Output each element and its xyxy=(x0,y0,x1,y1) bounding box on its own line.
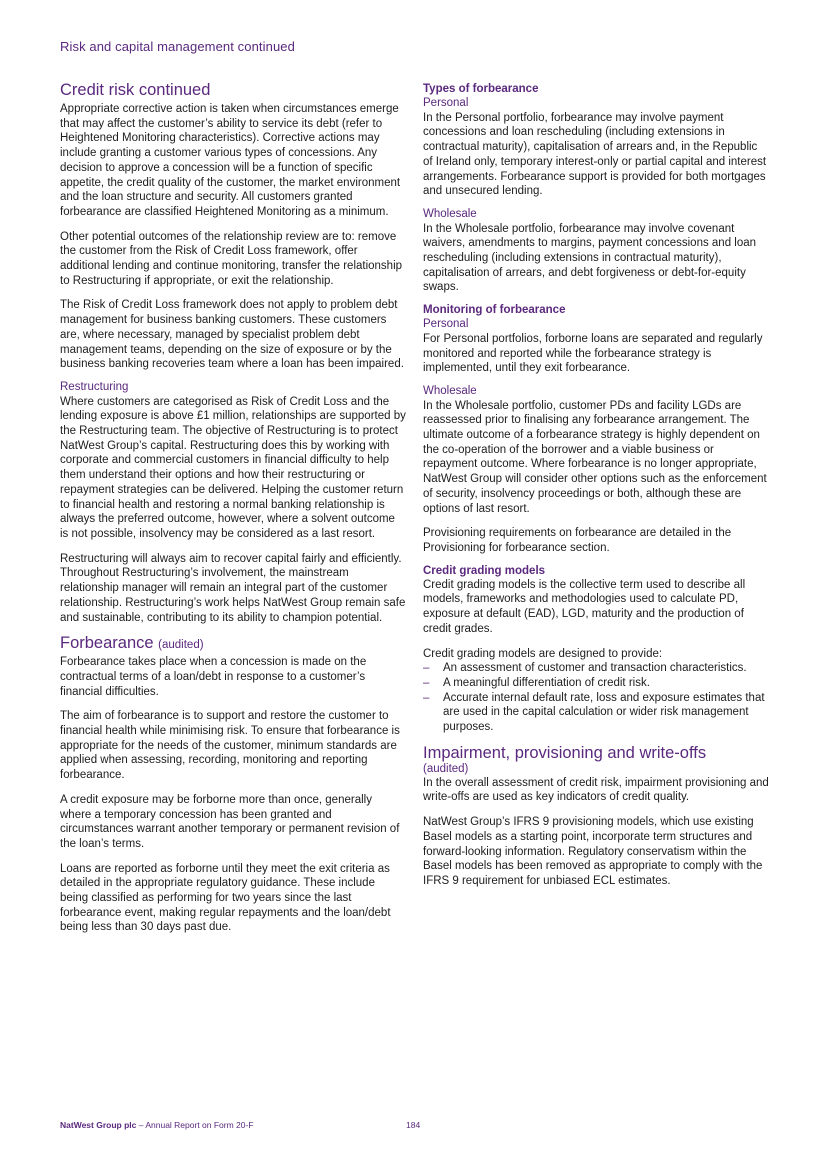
paragraph: In the Personal portfolio, forbearance may involve payment concessions and loan rescheduling (including extensions in contractual maturity), capitalisation of arrears and, in the Republic of Ireland only, temporary interest-only or partial capital and interest arrangements. Forbearance support is provided for both mortgages and unsecured lending. xyxy=(423,111,767,198)
wholesale-subheading: Wholesale xyxy=(423,384,477,397)
forbearance-heading xyxy=(60,633,406,655)
grading-bullet-list xyxy=(423,661,769,735)
forbearance-title: Forbearance xyxy=(60,634,154,653)
footer-separator: – xyxy=(136,1120,146,1130)
credit-risk-heading: Credit risk continued xyxy=(60,81,211,99)
paragraph: In the Wholesale portfolio, customer PDs and facility LGDs are reassessed prior to finalising any forbearance arrangement. The ultimate outcome of a forbearance strategy is highly dependent on the co-operation of the borrower and a viable business or repayment outcome. Where forbearance is no longer appropriate, NatWest Group will consider other options such as the enforcement of security, insolvency proceedings or both, although these are options of last resort. xyxy=(423,399,767,515)
credit-grading-models-heading: Credit grading models xyxy=(423,564,546,577)
list-item xyxy=(423,661,769,676)
types-of-forbearance-heading: Types of forbearance xyxy=(423,83,539,95)
dash-bullet-icon: – xyxy=(423,662,430,675)
dash-bullet-icon: – xyxy=(423,676,430,689)
personal-subheading: Personal xyxy=(423,318,469,331)
monitoring-of-forbearance-heading: Monitoring of forbearance xyxy=(423,304,566,317)
wholesale-subheading: Wholesale xyxy=(423,207,477,220)
audited-label: (audited) xyxy=(158,639,204,652)
paragraph: Loans are reported as forborne until they meet the exit criteria as detailed in the appropriate regulatory guidance. These include being classified as performing for two years since the last forbearance event, making regular repayments and the loan/debt being less than 30 days past due. xyxy=(60,862,391,934)
list-item-text: A meaningful differentiation of credit risk. xyxy=(443,676,650,689)
footer-report-title: Annual Report on Form 20-F xyxy=(145,1120,254,1130)
paragraph: The Risk of Credit Loss framework does not apply to problem debt management for business banking customers. These customers are, where necessary, managed by specialist problem debt management teams, depending on the size of exposure or by the business banking recoveries team where a loan has been impaired. xyxy=(60,299,404,371)
paragraph: For Personal portfolios, forborne loans are separated and regularly monitored and reported while the forbearance strategy is implemented, until they exit forbearance. xyxy=(423,332,763,375)
paragraph: NatWest Group’s IFRS 9 provisioning models, which use existing Basel models as a starting point, incorporate term structures and forward-looking information. Regulatory conservatism within the Basel models has been removed as appropriate to comply with the IFRS 9 requirement for unbiased ECL estimates. xyxy=(423,816,763,887)
list-item-text: An assessment of customer and transaction characteristics. xyxy=(443,662,747,675)
paragraph: Credit grading models are designed to provide: xyxy=(423,647,663,660)
footer-company: NatWest Group plc xyxy=(60,1120,137,1130)
paragraph: Credit grading models is the collective term used to describe all models, frameworks and methodologies used to calculate PD, exposure at default (EAD), LGD, maturity and the production of credit grades. xyxy=(423,578,746,635)
list-item-text: Accurate internal default rate, loss and exposure estimates that are used in the capital calculation or wider risk management purposes. xyxy=(443,691,765,734)
dash-bullet-icon: – xyxy=(423,691,430,704)
left-column xyxy=(60,80,406,935)
paragraph: Appropriate corrective action is taken when circumstances emerge that may affect the customer’s ability to service its debt (refer to Heightened Monitoring characteristics). Corrective actions may include granting a customer various types of concessions. Any decision to approve a concession will be a function of specific appetite, the credit quality of the customer, the market environment and the loan structure and security. All customers granted forbearance are classified Heightened Monitoring as a minimum. xyxy=(60,103,401,218)
list-item xyxy=(423,676,769,691)
paragraph: Forbearance takes place when a concession is made on the contractual terms of a loan/debt in response to a customer’s financial difficulties. xyxy=(60,656,367,698)
footer xyxy=(60,1120,254,1130)
page-number: 184 xyxy=(406,1120,421,1130)
paragraph: Where customers are categorised as Risk of Credit Loss and the lending exposure is above £1 million, relationships are supported by the Restructuring team. The objective of Restructuring is to protect NatWest Group’s capital. Restructuring does this by working with corporate and commercial customers in financial difficulty to help them understand their options and how their restructuring or repayment strategies can be delivered. Helping the customer return to financial health and restoring a normal banking relationship is always the preferred outcome, however, where a solvent outcome is not possible, insolvency may be considered as a last resort. xyxy=(60,395,406,540)
personal-subheading: Personal xyxy=(423,97,469,109)
right-column xyxy=(423,82,769,889)
audited-label: (audited) xyxy=(423,762,469,775)
paragraph: Provisioning requirements on forbearance are detailed in the Provisioning for forbearance section. xyxy=(423,527,732,554)
paragraph: The aim of forbearance is to support and restore the customer to financial health while minimising risk. To ensure that forbearance is appropriate for the needs of the customer, minimum standards are applied when assessing, recording, monitoring and reporting forbearance. xyxy=(60,710,400,782)
paragraph: Other potential outcomes of the relationship review are to: remove the customer from the Risk of Credit Loss framework, offer additional lending and continue monitoring, transfer the relationship to Restructuring if appropriate, or exit the relationship. xyxy=(60,230,403,287)
impairment-heading: Impairment, provisioning and write-offs xyxy=(423,743,707,762)
paragraph: A credit exposure may be forborne more than once, generally where a temporary concession has been granted and circumstances warrant another temporary or permanent revision of the loan’s terms. xyxy=(60,793,400,850)
restructuring-subheading: Restructuring xyxy=(60,380,129,393)
paragraph: In the overall assessment of credit risk, impairment provisioning and write-offs are used as key indicators of credit quality. xyxy=(423,776,769,804)
list-item xyxy=(423,691,769,735)
paragraph: In the Wholesale portfolio, forbearance may involve covenant waivers, amendments to margins, payment concessions and loan rescheduling (including extensions in contractual maturity), capitalisation of arrears, and debt forgiveness or debt-for-equity swaps. xyxy=(423,222,757,294)
paragraph: Restructuring will always aim to recover capital fairly and efficiently. Throughout Restructuring’s involvement, the mainstream relationship manager will remain an integral part of the customer relationship. Restructuring’s work helps NatWest Group remain safe and sustainable, contributing to its ability to champion potential. xyxy=(60,552,406,624)
running-header: Risk and capital management continued xyxy=(60,39,295,54)
